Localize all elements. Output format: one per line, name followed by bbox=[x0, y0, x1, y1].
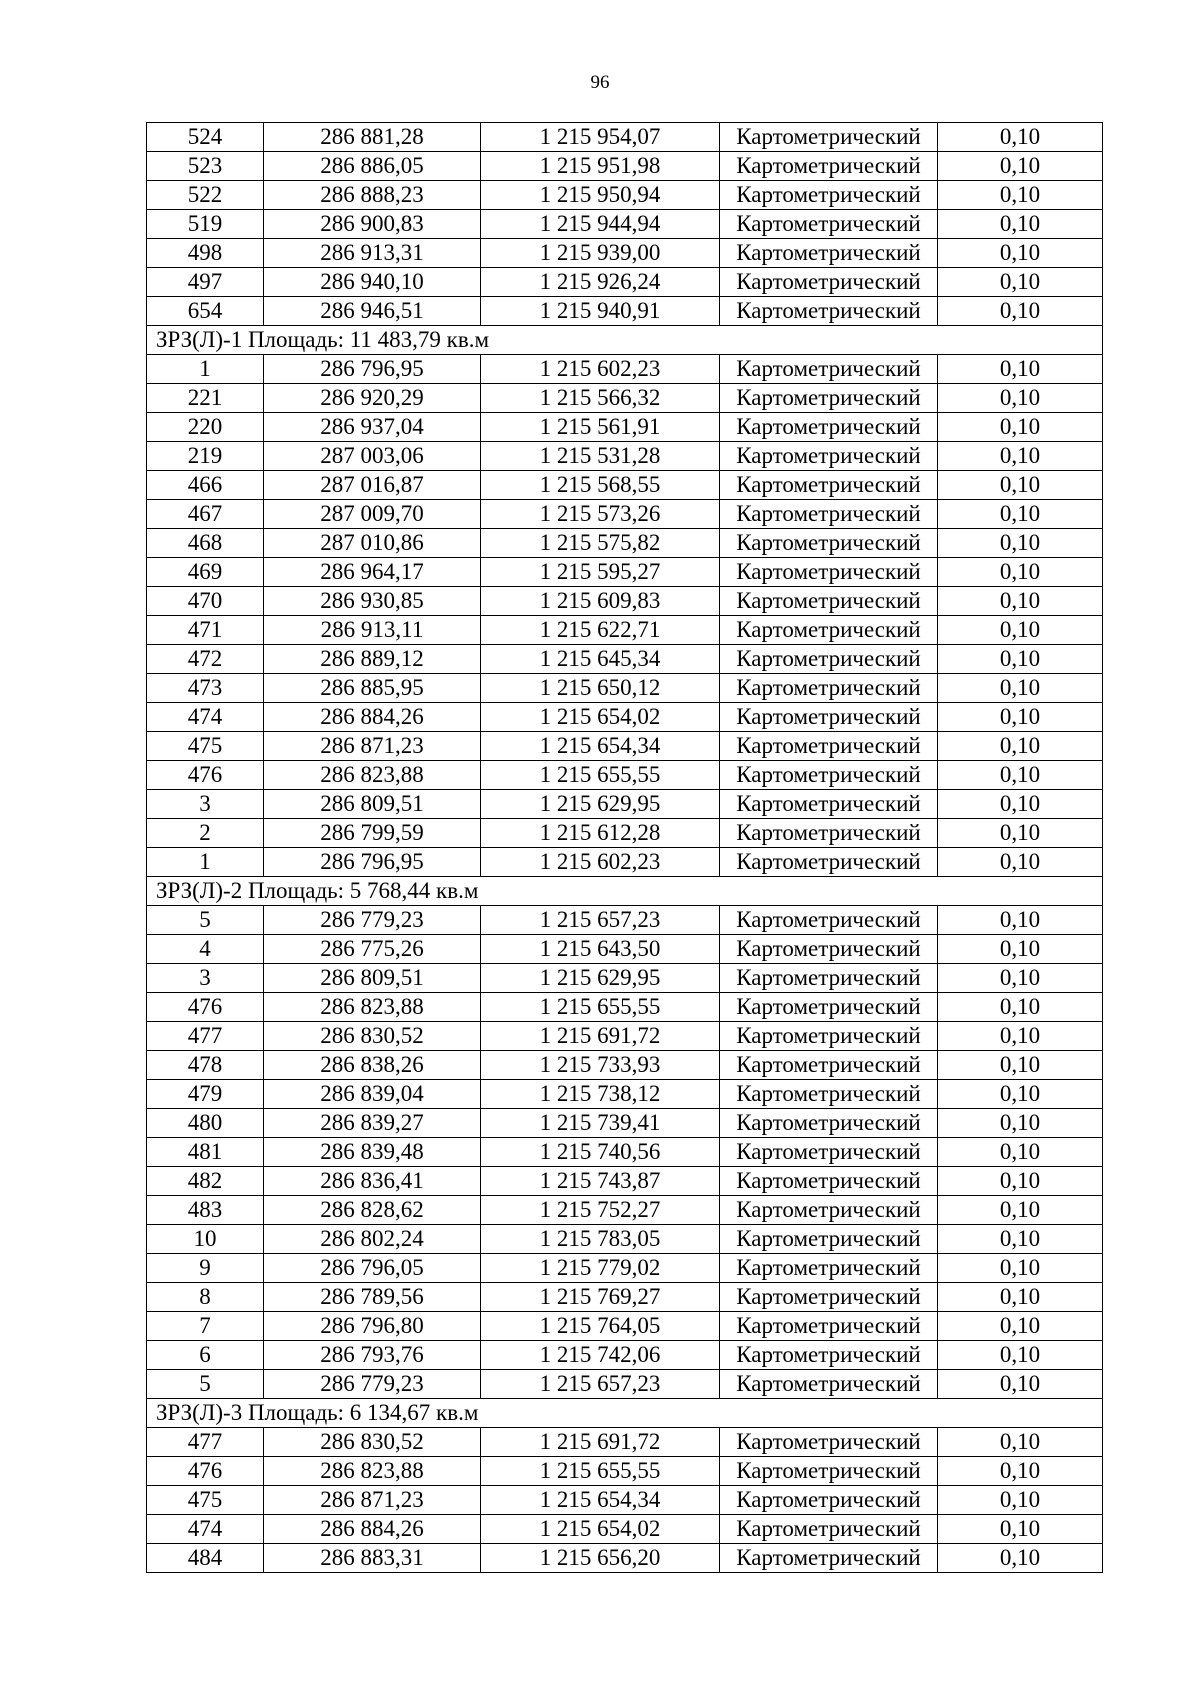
table-row bbox=[147, 152, 1103, 181]
y-coordinate-cell: 1 215 657,23 bbox=[481, 1370, 720, 1399]
x-coordinate-cell: 286 839,48 bbox=[264, 1138, 481, 1167]
x-coordinate-cell: 286 836,41 bbox=[264, 1167, 481, 1196]
method-cell: Картометрический bbox=[720, 761, 938, 790]
table-row bbox=[147, 1544, 1103, 1573]
x-coordinate-cell: 286 830,52 bbox=[264, 1428, 481, 1457]
section-header-row bbox=[147, 1399, 1103, 1428]
x-coordinate-cell: 286 796,05 bbox=[264, 1254, 481, 1283]
method-cell: Картометрический bbox=[720, 819, 938, 848]
table-row bbox=[147, 1138, 1103, 1167]
accuracy-cell: 0,10 bbox=[938, 1080, 1103, 1109]
x-coordinate-cell: 286 940,10 bbox=[264, 268, 481, 297]
y-coordinate-cell: 1 215 691,72 bbox=[481, 1022, 720, 1051]
accuracy-cell: 0,10 bbox=[938, 993, 1103, 1022]
table-row bbox=[147, 1486, 1103, 1515]
method-cell: Картометрический bbox=[720, 790, 938, 819]
method-cell: Картометрический bbox=[720, 1428, 938, 1457]
accuracy-cell: 0,10 bbox=[938, 790, 1103, 819]
x-coordinate-cell: 286 881,28 bbox=[264, 123, 481, 152]
method-cell: Картометрический bbox=[720, 1312, 938, 1341]
x-coordinate-cell: 286 796,95 bbox=[264, 355, 481, 384]
point-number-cell: 3 bbox=[147, 964, 264, 993]
table-row bbox=[147, 297, 1103, 326]
y-coordinate-cell: 1 215 743,87 bbox=[481, 1167, 720, 1196]
table-row bbox=[147, 1167, 1103, 1196]
method-cell: Картометрический bbox=[720, 1341, 938, 1370]
table-row bbox=[147, 471, 1103, 500]
x-coordinate-cell: 286 779,23 bbox=[264, 1370, 481, 1399]
table-row bbox=[147, 181, 1103, 210]
y-coordinate-cell: 1 215 654,34 bbox=[481, 732, 720, 761]
point-number-cell: 3 bbox=[147, 790, 264, 819]
x-coordinate-cell: 286 796,80 bbox=[264, 1312, 481, 1341]
method-cell: Картометрический bbox=[720, 123, 938, 152]
y-coordinate-cell: 1 215 654,34 bbox=[481, 1486, 720, 1515]
y-coordinate-cell: 1 215 575,82 bbox=[481, 529, 720, 558]
table-row bbox=[147, 761, 1103, 790]
table-row bbox=[147, 703, 1103, 732]
accuracy-cell: 0,10 bbox=[938, 1138, 1103, 1167]
method-cell: Картометрический bbox=[720, 384, 938, 413]
y-coordinate-cell: 1 215 742,06 bbox=[481, 1341, 720, 1370]
accuracy-cell: 0,10 bbox=[938, 442, 1103, 471]
method-cell: Картометрический bbox=[720, 674, 938, 703]
point-number-cell: 519 bbox=[147, 210, 264, 239]
x-coordinate-cell: 286 839,27 bbox=[264, 1109, 481, 1138]
method-cell: Картометрический bbox=[720, 1051, 938, 1080]
point-number-cell: 481 bbox=[147, 1138, 264, 1167]
table-row bbox=[147, 1341, 1103, 1370]
accuracy-cell: 0,10 bbox=[938, 1457, 1103, 1486]
x-coordinate-cell: 286 885,95 bbox=[264, 674, 481, 703]
table-row bbox=[147, 123, 1103, 152]
x-coordinate-cell: 286 937,04 bbox=[264, 413, 481, 442]
table-row bbox=[147, 1515, 1103, 1544]
x-coordinate-cell: 287 010,86 bbox=[264, 529, 481, 558]
method-cell: Картометрический bbox=[720, 1080, 938, 1109]
y-coordinate-cell: 1 215 629,95 bbox=[481, 790, 720, 819]
x-coordinate-cell: 287 003,06 bbox=[264, 442, 481, 471]
method-cell: Картометрический bbox=[720, 355, 938, 384]
table-row bbox=[147, 384, 1103, 413]
y-coordinate-cell: 1 215 940,91 bbox=[481, 297, 720, 326]
y-coordinate-cell: 1 215 783,05 bbox=[481, 1225, 720, 1254]
x-coordinate-cell: 286 964,17 bbox=[264, 558, 481, 587]
accuracy-cell: 0,10 bbox=[938, 1283, 1103, 1312]
coordinates-table-body bbox=[147, 123, 1103, 1573]
coordinates-table bbox=[146, 122, 1103, 1573]
accuracy-cell: 0,10 bbox=[938, 1051, 1103, 1080]
y-coordinate-cell: 1 215 602,23 bbox=[481, 848, 720, 877]
point-number-cell: 478 bbox=[147, 1051, 264, 1080]
y-coordinate-cell: 1 215 691,72 bbox=[481, 1428, 720, 1457]
y-coordinate-cell: 1 215 650,12 bbox=[481, 674, 720, 703]
method-cell: Картометрический bbox=[720, 964, 938, 993]
x-coordinate-cell: 286 871,23 bbox=[264, 732, 481, 761]
table-row bbox=[147, 1254, 1103, 1283]
x-coordinate-cell: 286 823,88 bbox=[264, 1457, 481, 1486]
point-number-cell: 473 bbox=[147, 674, 264, 703]
accuracy-cell: 0,10 bbox=[938, 413, 1103, 442]
method-cell: Картометрический bbox=[720, 1225, 938, 1254]
accuracy-cell: 0,10 bbox=[938, 1196, 1103, 1225]
method-cell: Картометрический bbox=[720, 935, 938, 964]
table-row bbox=[147, 935, 1103, 964]
point-number-cell: 2 bbox=[147, 819, 264, 848]
point-number-cell: 522 bbox=[147, 181, 264, 210]
section-title: ЗРЗ(Л)-1 Площадь: 11 483,79 кв.м bbox=[147, 326, 1103, 355]
table-row bbox=[147, 906, 1103, 935]
accuracy-cell: 0,10 bbox=[938, 1312, 1103, 1341]
method-cell: Картометрический bbox=[720, 500, 938, 529]
point-number-cell: 484 bbox=[147, 1544, 264, 1573]
table-row bbox=[147, 645, 1103, 674]
y-coordinate-cell: 1 215 733,93 bbox=[481, 1051, 720, 1080]
method-cell: Картометрический bbox=[720, 1370, 938, 1399]
y-coordinate-cell: 1 215 568,55 bbox=[481, 471, 720, 500]
point-number-cell: 10 bbox=[147, 1225, 264, 1254]
accuracy-cell: 0,10 bbox=[938, 645, 1103, 674]
point-number-cell: 219 bbox=[147, 442, 264, 471]
method-cell: Картометрический bbox=[720, 1486, 938, 1515]
method-cell: Картометрический bbox=[720, 152, 938, 181]
point-number-cell: 468 bbox=[147, 529, 264, 558]
method-cell: Картометрический bbox=[720, 645, 938, 674]
accuracy-cell: 0,10 bbox=[938, 906, 1103, 935]
table-row bbox=[147, 500, 1103, 529]
section-header-row bbox=[147, 326, 1103, 355]
y-coordinate-cell: 1 215 950,94 bbox=[481, 181, 720, 210]
point-number-cell: 7 bbox=[147, 1312, 264, 1341]
x-coordinate-cell: 286 793,76 bbox=[264, 1341, 481, 1370]
accuracy-cell: 0,10 bbox=[938, 1544, 1103, 1573]
point-number-cell: 470 bbox=[147, 587, 264, 616]
point-number-cell: 1 bbox=[147, 355, 264, 384]
table-row bbox=[147, 239, 1103, 268]
y-coordinate-cell: 1 215 926,24 bbox=[481, 268, 720, 297]
accuracy-cell: 0,10 bbox=[938, 732, 1103, 761]
y-coordinate-cell: 1 215 769,27 bbox=[481, 1283, 720, 1312]
point-number-cell: 475 bbox=[147, 1486, 264, 1515]
table-row bbox=[147, 1080, 1103, 1109]
x-coordinate-cell: 286 823,88 bbox=[264, 993, 481, 1022]
table-row bbox=[147, 819, 1103, 848]
method-cell: Картометрический bbox=[720, 993, 938, 1022]
point-number-cell: 8 bbox=[147, 1283, 264, 1312]
table-row bbox=[147, 210, 1103, 239]
y-coordinate-cell: 1 215 595,27 bbox=[481, 558, 720, 587]
x-coordinate-cell: 286 828,62 bbox=[264, 1196, 481, 1225]
method-cell: Картометрический bbox=[720, 413, 938, 442]
point-number-cell: 9 bbox=[147, 1254, 264, 1283]
x-coordinate-cell: 286 889,12 bbox=[264, 645, 481, 674]
table-row bbox=[147, 1457, 1103, 1486]
accuracy-cell: 0,10 bbox=[938, 1225, 1103, 1254]
x-coordinate-cell: 286 913,11 bbox=[264, 616, 481, 645]
y-coordinate-cell: 1 215 740,56 bbox=[481, 1138, 720, 1167]
table-row bbox=[147, 1312, 1103, 1341]
accuracy-cell: 0,10 bbox=[938, 616, 1103, 645]
accuracy-cell: 0,10 bbox=[938, 848, 1103, 877]
y-coordinate-cell: 1 215 629,95 bbox=[481, 964, 720, 993]
accuracy-cell: 0,10 bbox=[938, 1254, 1103, 1283]
point-number-cell: 482 bbox=[147, 1167, 264, 1196]
y-coordinate-cell: 1 215 643,50 bbox=[481, 935, 720, 964]
point-number-cell: 480 bbox=[147, 1109, 264, 1138]
table-row bbox=[147, 616, 1103, 645]
method-cell: Картометрический bbox=[720, 181, 938, 210]
x-coordinate-cell: 286 809,51 bbox=[264, 790, 481, 819]
point-number-cell: 476 bbox=[147, 1457, 264, 1486]
table-row bbox=[147, 1225, 1103, 1254]
y-coordinate-cell: 1 215 954,07 bbox=[481, 123, 720, 152]
accuracy-cell: 0,10 bbox=[938, 1370, 1103, 1399]
accuracy-cell: 0,10 bbox=[938, 587, 1103, 616]
y-coordinate-cell: 1 215 779,02 bbox=[481, 1254, 720, 1283]
point-number-cell: 483 bbox=[147, 1196, 264, 1225]
point-number-cell: 497 bbox=[147, 268, 264, 297]
point-number-cell: 654 bbox=[147, 297, 264, 326]
y-coordinate-cell: 1 215 657,23 bbox=[481, 906, 720, 935]
accuracy-cell: 0,10 bbox=[938, 355, 1103, 384]
method-cell: Картометрический bbox=[720, 587, 938, 616]
x-coordinate-cell: 286 900,83 bbox=[264, 210, 481, 239]
x-coordinate-cell: 286 796,95 bbox=[264, 848, 481, 877]
page-number: 96 bbox=[590, 72, 610, 93]
table-row bbox=[147, 1370, 1103, 1399]
y-coordinate-cell: 1 215 622,71 bbox=[481, 616, 720, 645]
x-coordinate-cell: 286 789,56 bbox=[264, 1283, 481, 1312]
accuracy-cell: 0,10 bbox=[938, 239, 1103, 268]
method-cell: Картометрический bbox=[720, 471, 938, 500]
x-coordinate-cell: 286 809,51 bbox=[264, 964, 481, 993]
point-number-cell: 474 bbox=[147, 1515, 264, 1544]
y-coordinate-cell: 1 215 654,02 bbox=[481, 703, 720, 732]
section-title: ЗРЗ(Л)-3 Площадь: 6 134,67 кв.м bbox=[147, 1399, 1103, 1428]
x-coordinate-cell: 286 913,31 bbox=[264, 239, 481, 268]
table-row bbox=[147, 790, 1103, 819]
table-row bbox=[147, 848, 1103, 877]
x-coordinate-cell: 286 775,26 bbox=[264, 935, 481, 964]
accuracy-cell: 0,10 bbox=[938, 1022, 1103, 1051]
point-number-cell: 467 bbox=[147, 500, 264, 529]
x-coordinate-cell: 286 802,24 bbox=[264, 1225, 481, 1254]
method-cell: Картометрический bbox=[720, 529, 938, 558]
y-coordinate-cell: 1 215 531,28 bbox=[481, 442, 720, 471]
point-number-cell: 220 bbox=[147, 413, 264, 442]
method-cell: Картометрический bbox=[720, 239, 938, 268]
y-coordinate-cell: 1 215 655,55 bbox=[481, 1457, 720, 1486]
accuracy-cell: 0,10 bbox=[938, 384, 1103, 413]
accuracy-cell: 0,10 bbox=[938, 500, 1103, 529]
method-cell: Картометрический bbox=[720, 210, 938, 239]
method-cell: Картометрический bbox=[720, 1457, 938, 1486]
method-cell: Картометрический bbox=[720, 442, 938, 471]
point-number-cell: 469 bbox=[147, 558, 264, 587]
y-coordinate-cell: 1 215 752,27 bbox=[481, 1196, 720, 1225]
section-title: ЗРЗ(Л)-2 Площадь: 5 768,44 кв.м bbox=[147, 877, 1103, 906]
accuracy-cell: 0,10 bbox=[938, 1167, 1103, 1196]
point-number-cell: 474 bbox=[147, 703, 264, 732]
y-coordinate-cell: 1 215 654,02 bbox=[481, 1515, 720, 1544]
table-row bbox=[147, 993, 1103, 1022]
point-number-cell: 476 bbox=[147, 761, 264, 790]
x-coordinate-cell: 286 871,23 bbox=[264, 1486, 481, 1515]
accuracy-cell: 0,10 bbox=[938, 1341, 1103, 1370]
table-row bbox=[147, 529, 1103, 558]
method-cell: Картометрический bbox=[720, 1544, 938, 1573]
x-coordinate-cell: 286 779,23 bbox=[264, 906, 481, 935]
table-row bbox=[147, 268, 1103, 297]
y-coordinate-cell: 1 215 561,91 bbox=[481, 413, 720, 442]
accuracy-cell: 0,10 bbox=[938, 181, 1103, 210]
table-row bbox=[147, 355, 1103, 384]
y-coordinate-cell: 1 215 655,55 bbox=[481, 761, 720, 790]
accuracy-cell: 0,10 bbox=[938, 703, 1103, 732]
y-coordinate-cell: 1 215 566,32 bbox=[481, 384, 720, 413]
point-number-cell: 498 bbox=[147, 239, 264, 268]
y-coordinate-cell: 1 215 609,83 bbox=[481, 587, 720, 616]
method-cell: Картометрический bbox=[720, 732, 938, 761]
table-row bbox=[147, 587, 1103, 616]
y-coordinate-cell: 1 215 612,28 bbox=[481, 819, 720, 848]
accuracy-cell: 0,10 bbox=[938, 471, 1103, 500]
point-number-cell: 472 bbox=[147, 645, 264, 674]
method-cell: Картометрический bbox=[720, 1022, 938, 1051]
x-coordinate-cell: 286 946,51 bbox=[264, 297, 481, 326]
y-coordinate-cell: 1 215 939,00 bbox=[481, 239, 720, 268]
table-row bbox=[147, 1022, 1103, 1051]
table-row bbox=[147, 1196, 1103, 1225]
point-number-cell: 477 bbox=[147, 1428, 264, 1457]
accuracy-cell: 0,10 bbox=[938, 964, 1103, 993]
table-row bbox=[147, 1109, 1103, 1138]
y-coordinate-cell: 1 215 739,41 bbox=[481, 1109, 720, 1138]
method-cell: Картометрический bbox=[720, 616, 938, 645]
accuracy-cell: 0,10 bbox=[938, 529, 1103, 558]
point-number-cell: 479 bbox=[147, 1080, 264, 1109]
x-coordinate-cell: 286 883,31 bbox=[264, 1544, 481, 1573]
accuracy-cell: 0,10 bbox=[938, 761, 1103, 790]
point-number-cell: 476 bbox=[147, 993, 264, 1022]
y-coordinate-cell: 1 215 573,26 bbox=[481, 500, 720, 529]
accuracy-cell: 0,10 bbox=[938, 1109, 1103, 1138]
method-cell: Картометрический bbox=[720, 1254, 938, 1283]
x-coordinate-cell: 286 830,52 bbox=[264, 1022, 481, 1051]
method-cell: Картометрический bbox=[720, 268, 938, 297]
x-coordinate-cell: 286 838,26 bbox=[264, 1051, 481, 1080]
section-header-row bbox=[147, 877, 1103, 906]
method-cell: Картометрический bbox=[720, 703, 938, 732]
method-cell: Картометрический bbox=[720, 1283, 938, 1312]
table-row bbox=[147, 1283, 1103, 1312]
x-coordinate-cell: 286 884,26 bbox=[264, 703, 481, 732]
point-number-cell: 524 bbox=[147, 123, 264, 152]
accuracy-cell: 0,10 bbox=[938, 123, 1103, 152]
x-coordinate-cell: 287 009,70 bbox=[264, 500, 481, 529]
accuracy-cell: 0,10 bbox=[938, 674, 1103, 703]
point-number-cell: 4 bbox=[147, 935, 264, 964]
method-cell: Картометрический bbox=[720, 1196, 938, 1225]
y-coordinate-cell: 1 215 944,94 bbox=[481, 210, 720, 239]
table-row bbox=[147, 442, 1103, 471]
table-row bbox=[147, 1051, 1103, 1080]
point-number-cell: 5 bbox=[147, 906, 264, 935]
x-coordinate-cell: 286 920,29 bbox=[264, 384, 481, 413]
y-coordinate-cell: 1 215 764,05 bbox=[481, 1312, 720, 1341]
accuracy-cell: 0,10 bbox=[938, 819, 1103, 848]
accuracy-cell: 0,10 bbox=[938, 268, 1103, 297]
x-coordinate-cell: 286 823,88 bbox=[264, 761, 481, 790]
table-row bbox=[147, 558, 1103, 587]
table-row bbox=[147, 1428, 1103, 1457]
accuracy-cell: 0,10 bbox=[938, 210, 1103, 239]
method-cell: Картометрический bbox=[720, 848, 938, 877]
x-coordinate-cell: 286 799,59 bbox=[264, 819, 481, 848]
method-cell: Картометрический bbox=[720, 558, 938, 587]
point-number-cell: 466 bbox=[147, 471, 264, 500]
method-cell: Картометрический bbox=[720, 1109, 938, 1138]
accuracy-cell: 0,10 bbox=[938, 1428, 1103, 1457]
x-coordinate-cell: 286 884,26 bbox=[264, 1515, 481, 1544]
x-coordinate-cell: 287 016,87 bbox=[264, 471, 481, 500]
point-number-cell: 475 bbox=[147, 732, 264, 761]
table-row bbox=[147, 674, 1103, 703]
method-cell: Картометрический bbox=[720, 1515, 938, 1544]
point-number-cell: 1 bbox=[147, 848, 264, 877]
method-cell: Картометрический bbox=[720, 906, 938, 935]
point-number-cell: 221 bbox=[147, 384, 264, 413]
method-cell: Картометрический bbox=[720, 297, 938, 326]
y-coordinate-cell: 1 215 602,23 bbox=[481, 355, 720, 384]
point-number-cell: 5 bbox=[147, 1370, 264, 1399]
point-number-cell: 477 bbox=[147, 1022, 264, 1051]
accuracy-cell: 0,10 bbox=[938, 297, 1103, 326]
table-row bbox=[147, 413, 1103, 442]
accuracy-cell: 0,10 bbox=[938, 935, 1103, 964]
accuracy-cell: 0,10 bbox=[938, 152, 1103, 181]
point-number-cell: 523 bbox=[147, 152, 264, 181]
method-cell: Картометрический bbox=[720, 1167, 938, 1196]
table-row bbox=[147, 732, 1103, 761]
accuracy-cell: 0,10 bbox=[938, 1486, 1103, 1515]
accuracy-cell: 0,10 bbox=[938, 558, 1103, 587]
y-coordinate-cell: 1 215 951,98 bbox=[481, 152, 720, 181]
point-number-cell: 471 bbox=[147, 616, 264, 645]
x-coordinate-cell: 286 886,05 bbox=[264, 152, 481, 181]
y-coordinate-cell: 1 215 655,55 bbox=[481, 993, 720, 1022]
y-coordinate-cell: 1 215 738,12 bbox=[481, 1080, 720, 1109]
x-coordinate-cell: 286 839,04 bbox=[264, 1080, 481, 1109]
x-coordinate-cell: 286 888,23 bbox=[264, 181, 481, 210]
accuracy-cell: 0,10 bbox=[938, 1515, 1103, 1544]
point-number-cell: 6 bbox=[147, 1341, 264, 1370]
x-coordinate-cell: 286 930,85 bbox=[264, 587, 481, 616]
y-coordinate-cell: 1 215 656,20 bbox=[481, 1544, 720, 1573]
table-row bbox=[147, 964, 1103, 993]
method-cell: Картометрический bbox=[720, 1138, 938, 1167]
y-coordinate-cell: 1 215 645,34 bbox=[481, 645, 720, 674]
